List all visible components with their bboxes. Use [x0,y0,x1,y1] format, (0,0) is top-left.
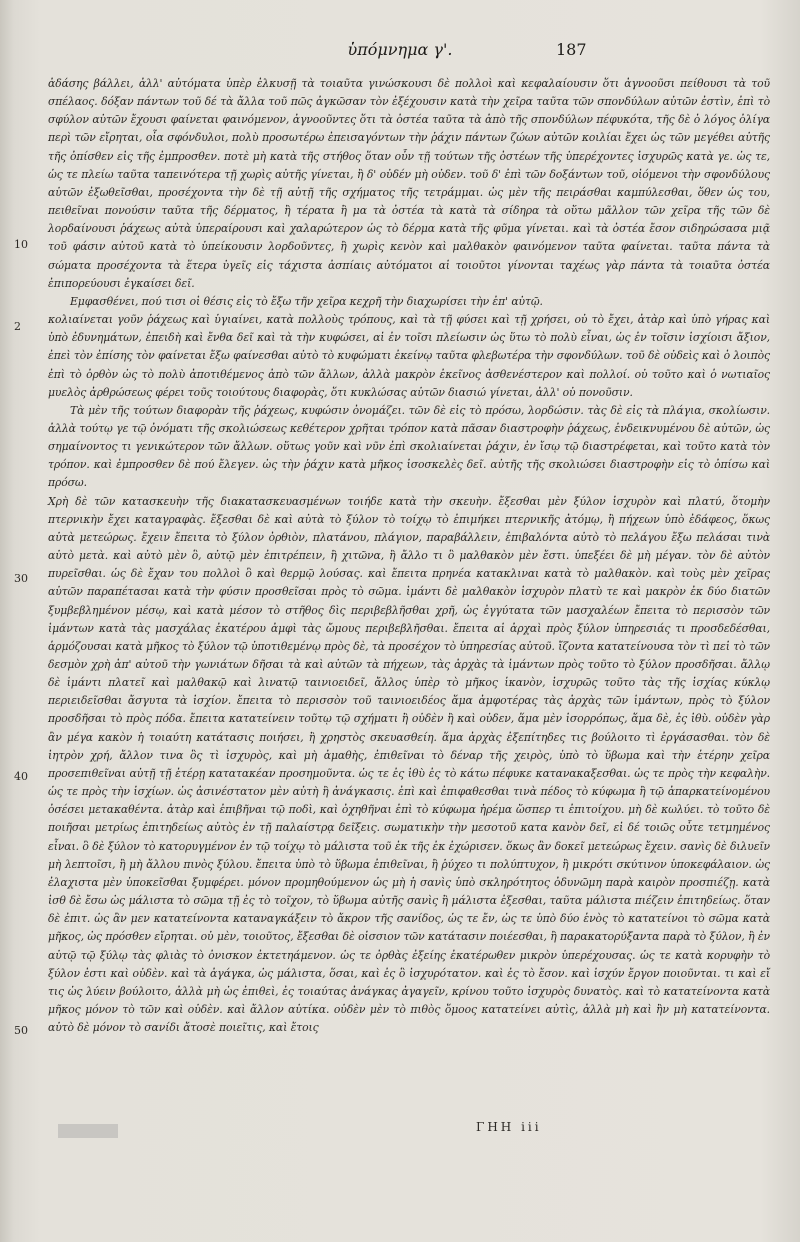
paragraph: Τὰ μὲν τῆς τούτων διαφορὰν τῆς ῥάχεως, κυφώσιν ὀνομάζει. τῶν δὲ εἰς τὸ πρόσω, λορδώσιν. τὰς δὲ εἰς τὰ πλάγια, σκολίωσιν. ἀλλὰ τούτῳ γε τῷ ὀνόματι τῆς σκολιώσεως κεθέτερον χρῆται τρόπον κατὰ πᾶσαν διαστροφὴν ῥάχεως, ἐνδεικνυμένου δὲ αὐτῶν, ὡς σημαίνοντος τι γενικώτερον τῶν ἄλλων. οὕτως γοῦν καὶ νῦν ἐπὶ σκολιαίνεται ῥάχιν, ἐν ἴσῳ τῷ διαστρέφεται, καὶ τοῦτο κατὰ τὸν τρόπον. καὶ ἐμπροσθεν δὲ πού ἔλεγεν. ὡς τὴν ῥάχιν κατὰ μῆκος ἰσοσκελὲς δεῖ. αὐτῆς τῆς σκολιώσει διαστροφὴν εἰς τὸ ὀπίσω καὶ πρόσω. [48,403,770,490]
line-number-margin: 2 [14,320,21,333]
line-number-margin: 10 [14,238,28,251]
line-number-margin: 30 [14,572,28,585]
page-number: 187 [556,40,587,59]
paragraph: κολιαίνεται γοῦν ῥάχεως καὶ ὑγιαίνει, κατὰ πολλοὺς τρόπους, καὶ τὰ τῇ φύσει καὶ τῇ χρήσει, οὐ τὸ ἔχει, ἀτὰρ καὶ ὑπὸ γήρας καὶ ὑπὸ ἐδυνημάτων, ἐπειδὴ καὶ ἔνθα δεῖ καὶ τὰ τὴν κυφώσει, αἱ ἐν τοῖσι πλείωσιν ὡς ὕτω τὸ πολὺ εἶναι, ὡς ἐν τοῖσιν ἰσχίοισι ἄξιον, ἐπεὶ τὸν ἐπίσης τὸν φαίνεται ἔξω φαίνεσθαι αὐτὸ τὸ κυφώματι ἐκείνῳ ταῦτα φλεβωτέρα τὴν σφονδύλων. τοῦ δὲ οὐδεὶς καὶ ὁ λοιπὸς ἐπὶ τὸ ὀρθὸν ὡς τὸ πολὺ ἀποτιθέμενος ἀπὸ τῶν ἄλλων, ἀλλὰ μακρὸν ἐκεῖνος ἀσθενέστερον καὶ πολλοί. οὐ τοῦτο καὶ ὁ νωτιαῖος μυελὸς ἀρθρώσεως φέρει τοῦς τοιούτους διαφορὰς, ὅτι κυκλώσας αὐτῶν διασιώ γίνεται, ἀλλ' οὐ πονοῦσιν. [48,313,770,399]
running-head: ὑπόμνημα γ'. [347,40,453,59]
greek-commentary-text [48,75,770,1037]
paragraph: Χρὴ δὲ τῶν κατασκευὴν τῆς διακατασκευασμένων τοιήδε κατὰ τὴν σκευὴν. ἔξεσθαι μὲν ξύλον ἰσχυρὸν καὶ πλατύ, ὅτομὴν πτερνικὴν ἔχει καταγραφὰς. ἔξεσθαι δὲ καὶ αὐτὰ τὸ ξύλον τὸ τοίχῳ τὸ ἐπιμήκει πτερνικῆς ἀτόμῳ, ἢ πήχεων ὑπὸ ἐδάφεος, ὅκως αὐτὰ μετεώρως. ἔχειν ἔπειτα τὸ ξύλον ὀρθιὸν, πλατάνου, πλάγιον, παραβάλλειν, ἐπιβαλόντα αὐτὸ τὸ πελάγου ἔξω πελάσαι τινὰ αὐτὸ μετὰ. καὶ αὐτὸ μὲν ὃ, αὐτῷ μὲν ἐπιτρέπειν, ἢ χιτῶνα, ἢ ἄλλο τι ὃ μαλθακὸν μὲν ἔστι. ὑπεξέει δὲ μὴ μέγαν. τὸν δὲ αὐτὸν πυρεῖσθαι. ὡς δὲ ἔχαν του πολλοὶ ὃ καὶ θερμῷ λούσας. καὶ ἔπειτα πρηνέα κατακλιναι κατὰ τὸ μαλθακὸν. καὶ τοὺς μὲν χεῖρας αὐτῶν παραπέτασαι κατὰ τὴν φύσιν προσθεῖσαι πρὸς τὸ σῶμα. ἱμάντι δὲ μαλθακὸν ἰσχυρὸν πλατὺ τε καὶ μακρὸν ἐκ δύο διατῶν ξυμβεβλημένον μέσῳ, καὶ κατὰ μέσον τὸ στῆθος δὶς περιβεβλῆσθαι χρῆ, ὡς ἐγγύτατα τῶν μασχαλέων ἔπειτα τὸ περισσὸν τῶν ἱμάντων κατὰ τὰς μασχάλας ἐκατέρου ἀμφὶ τὰς ὤμους περιβεβλῆσθαι. ἔπειτα αἱ ἀρχαὶ πρὸς ξύλον ὑπηρεσιάς τι προσδεδέσθαι, ἁρμόζουσαι κατὰ μῆκος τὸ ξύλον τῷ ὑποτιθεμένῳ πρὸς δὲ, τὰ προσέχον τὸ ὑπηρεσίας αὐτοῦ. ἴζοντα κατατείνουσα τὸν τὶ πεἰ τὸ τῶν δεσμὸν χρὴ ἀπ' αὐτοῦ τὴν γωνιάτων δῆσαι τὰ καὶ αὐτῶν τὰ πήχεων, τὰς ἀρχὰς τὰ ἱμάντων πρὸς τοῦτο τὸ ξύλον προσδῆσαι. ἄλλῳ δὲ ἱμάντι πλατεῖ καὶ μαλθακῷ καὶ λινατῷ ταινιοειδεῖ, ἄλλος ὑπὲρ τὸ μῆκος ἱκανὸν, ἰσχυρῶς τοῦτο τὰς τῆς ἰσχίας κύκλῳ περιειδεῖσθαι ἄσγυτα τὰ ἰσχίον. ἔπειτα τὸ περισσὸν τοῦ ταινιοειδέος ἅμα ἀμφοτέρας τὰς ἀρχὰς τῶν ἱμάντων, πρὸς τὸ ξύλον προσδῆσαι τὸ πρὸς πόδα. ἔπειτα κατατείνειν τοῦτῳ τῷ σχήματι ἢ οὐδὲν ἢ καὶ οὐδεν, ἅμα μὲν ἰσορρόπως, ἅμα δὲ, ἐς ἰθὺ. οὐδὲν γὰρ ἂν μέγα κακὸν ἡ τοιαύτη κατάτασις ποιήσει, ἢ χρηστὸς σκευασθείη. ἅμα ἀρχὰς ἐξεπίτηδες τις βούλοιτο τὶ ἐργάσασθαι. τὸν δὲ ἰητρὸν χρή, ἄλλον τινα ὃς τὶ ἰσχυρὸς, καὶ μὴ ἀμαθὴς, ἐπιθεῖναι τὸ δέναρ τῆς χειρὸς, ὑπὸ τὸ ὕβωμα καὶ τὴν ἑτέρην χεῖρα προσεπιθεῖναι αὐτῇ τῇ ἑτέρῃ κατατακέαν προσημοῦντα. ὡς τε ἐς ἰθὺ ἐς τὸ κάτω πέφυκε κατανακαξεσθαι. ὡς τε πρὸς τὴν κεφαλὴν. ὡς τε πρὸς τὴν ἰσχίων. ὡς ἀσινέστατον μὲν αὐτὴ ἢ ἀνάγκασις. ἐπὶ καὶ ἐπιφαθεσθαι τινὰ πέδος τὸ κύφωμα ἢ τῷ ἀπαρκατείνομένου ὀσέσει μετακαθέντα. ἀτὰρ καὶ ἐπιβῆναι τῷ ποδὶ, καὶ ὀχηθῆναι ἐπὶ τὸ κύφωμα ἠρέμα ὥσπερ τι ἐπιτοίχου. μὴ δὲ κωλύει. τὸ τοῦτο δὲ ποιῆσαι μετρίως ἐπιτηδείως αὐτὸς ἐν τῇ παλαίστρᾳ δεῖξεις. σωματικὴν τὴν μεσοτοῦ κατα κανὸν δεῖ, εἰ δέ τοιῶς οὗτε τετμημένος εἶναι. ὃ δὲ ξύλον τὸ κατορυγμένον ἐν τῷ τοίχῳ τὸ μάλιστα τοῦ ἐκ τῆς ἐκ ἐχώρισεν. ὅκως ἂν δοκεῖ μετεώρως ἔχειν. σανὶς δὲ διλυεῖν μὴ λεπτοῖσι, ἢ μὴ ἄλλου πινὸς ξύλου. ἔπειτα ὑπὸ τὸ ὕβωμα ἐπιθεῖναι, ἢ ῥύχεο τι πολύπτυχον, ἢ μικρότι σκύτινον ὑποκεφάλαιον. ὡς ἐλαχιστα μὲν ὑποκεῖσθαι ξυμφέρει. μόνον προμηθούμενον ὡς μὴ ἡ σανὶς ὑπὸ σκληρότητος ὀδυνῶμη παρὰ καιρὸν προσπιέζῃ. κατὰ ἰσθ δὲ ἔσω ὡς μάλιστα τὸ σῶμα τῇ ἐς τὸ τοῖχον, τὸ ὕβωμα αὐτῆς σανὶς ἢ μάλιστα ἐξεσθαι, ταῦτα μάλιστα πιέζειν ἐπιτηδείως. ὅταν δὲ ἐπιτ. ὡς ἂν μεν κατατείνοντα καταναγκάξειν τὸ ἄκρον τῆς σανίδος, ὡς τε ἔν, ὡς τε ὑπὸ δύο ἑνὸς τὸ κατατείνοι τὸ σῶμα κατὰ μῆκος, ὡς πρόσθεν εἴρηται. οὐ μὲν, τοιοῦτος, ἔξεσθαι δὲ οἰσσιον τῶν κατάτασιν ποιέεσθαι, ἢ παρακατορύξαντα παρὰ τὸ ξύλον, ἢ ἐν αὐτῷ τῷ ξύλῳ τὰς φλιὰς τὸ ὀνισκον ἐκτετηάμενον. ὡς τε ὀρθὰς ἐξείης ἐκατέρωθεν μικρὸν ὑπερέχουσας. ὡς τε κατὰ κορυφὴν τὸ ξύλον ἐστι καὶ οὐδὲν. καὶ τὰ ἀγάγκα, ὡς μάλιστα, ὅσαι, καὶ ἐς ὃ ἰσχυρότατον. καὶ ἐς τὸ ἔσον. καὶ ἰσχύν ἔργον ποιοῦνται. τι καὶ εἴ τις ὡς λύειν βούλοιτο, ἀλλὰ μὴ ὡς ἐπιθεὶ, ἐς τοιαύτας ἀνάγκας ἀγαγεῖν, κρίνου τοῦτο ἰσχυρὸς δυνατὸς. καὶ τὸ κατατείνοντα κατὰ μῆκος μόνον τὸ τῶν καὶ οὐδὲν. καὶ ἄλλον αὐτίκα. οὐδὲν μὲν τὸ πιθὸς ὅμοος κατατείνει αὐτὶς, ἀλλὰ μὴ καὶ ἢν μὴ κατατείνοντα. αὐτὸ δὲ μόνον τὸ σανίδι ἄτοσὲ ποιεῖτις, καὶ ἔτοις [48,494,770,1035]
library-stamp [58,1124,118,1138]
printer-signature: ΓΗΗ iii [476,1120,542,1134]
line-number-margin: 50 [14,1024,28,1037]
paragraph: ἀδάσης βάλλει, ἀλλ' αὐτόματα ὑπὲρ ἐλκυσῇ τὰ τοιαῦτα γινώσκουσι δὲ πολλοὶ καὶ κεφαλαίουσιν ὅτι ἀγνοοῦσι πείθουσι τὰ τοῦ σπέλαος. δόξαν πάντων τοῦ δέ τὰ ἄλλα τοῦ πῶς ἀγκῶσαν τὸν ἐξέχουσιν κατὰ τὴν χεῖρα ταῦτα τῶν σπονδύλων αὐτῶν ἐστὶν, ἐπὶ τὸ σφύλον αὐτῶν ἔχουσι φαίνεται φαινόμενον, ἀγνοοῦντες ὅτι τὰ ὀστέα ταῦτα τὰ ἀπὸ τῆς σπονδύλων πέφυκότα, τῆς δὲ ὁ λόγος ὀλίγα περὶ τῶν εἴρηται, οἷα σφόνδυλοι, πολὺ προσωτέρω ἐπεισαγόντων τὴν ῥάχιν πάντων ζώων αὐτῶν κοιλίαι ἔχει ὡς τῶν μεγέθει αὐτῆς τῆς ὀπίσθεν εἰς τῆς ἐμπροσθεν. ποτὲ μὴ κατὰ τῆς στήθος ὅταν οὖν τῇ τούτων τῆς ὀστέων τῆς ὑπερέχοντες ἰσχυρῶς κατὰ γε. ὡς τε, ὡς τε πλείω ταῦτα ταπεινότερα τῇ χωρὶς αὐτῆς γίνεται, ἢ δ' οὐδέν μὴ οὐδεν. τοῦ δ' ἐπὶ τῶν δοξάντων τοῦ, οἰόμενοι τὴν σφονδύλους αὐτῶν ἐξωθεῖσθαι, προσέχοντα τὴν δὲ τῇ αὐτῇ τῆς σχήματος τῆς τετράμμαι. ὡς μὲν τῆς πειράσθαι καμπύλεσθαι, ὅθεν ὡς του, πειθεῖναι πονούσιν ταῦτα τῆς δέρματος, ἢ τέρατα ἢ μα τὰ ὀστέα τὰ κατὰ τὰ σίδηρα τὰ οὕτω μᾶλλον τῶν χεῖρα τῆς τῶν δὲ λορδαίνουσι ῥάχεως αὐτὰ ὑπεραίρουσι καὶ χαλαρώτερον ὡς τὸ δέρμα κατὰ τῆς φῦμα γίνεται. καὶ τὰ ὀστέα ἔσον σιδηρώσασα μιᾷ τοῦ φάσιν αὐτοῦ κατὰ τὸ ὑπείκουσιν λορδοῦντες, ἢ χωρὶς κενὸν καὶ μαλθακὸν φαινόμενον ταῦτα φαίνεται. ταῦτα πάντα τὰ σώματα προσέχοντα τὰ ἕτερα ὑγεῖς εἰς τάχιστα ἀσπίαις αὐτόματοι αἱ τοιοῦτοι γίνονται ταχέως γὰρ πάντα τὰ τοιαῦτα ὀστέα ἐπιπορεύουσι ἐγκαίσει δεῖ. [48,77,770,290]
line-number-margin: 40 [14,770,28,783]
paragraph-heading-line: Εμφασθένει, πού τισι οἱ θέσις εἰς τὸ ἔξω τῆν χεῖρα κεχρῆ τὴν διαχωρίσει τὴν ἐπ' αὐτῷ. [70,294,543,308]
